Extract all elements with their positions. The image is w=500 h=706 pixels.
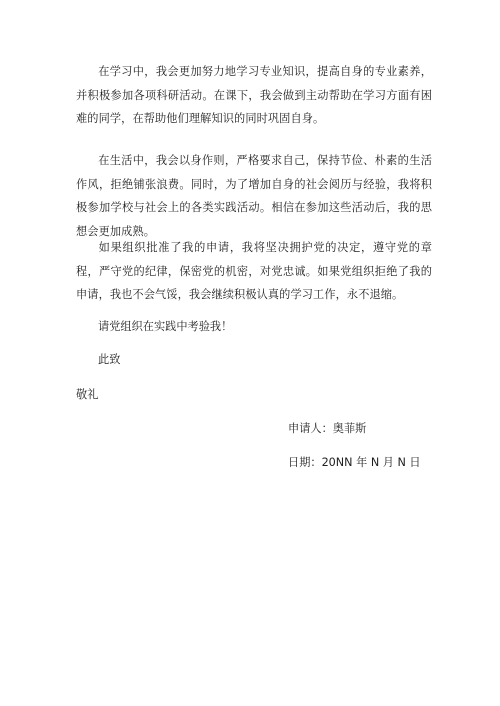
paragraph-commitment bbox=[76, 236, 432, 307]
salutation-line: 敬礼 bbox=[76, 388, 99, 401]
paragraph-life bbox=[76, 149, 432, 243]
paragraph-study bbox=[76, 60, 432, 131]
closing-line: 此致 bbox=[98, 353, 121, 366]
date-line: 日期：20NN 年 N 月 N 日 bbox=[288, 456, 421, 469]
paragraph-life-text: 在生活中，我会以身作则，严格要求自己，保持节俭、朴素的生活作风，拒绝铺张浪费。同时，为了增加自身的社会阅历与经验，我将积极参加学校与社会上的各类实践活动。相信在参加这些活动后，我的思想会更加成熟。 bbox=[76, 154, 432, 238]
request-line: 请党组织在实践中考验我！ bbox=[98, 320, 233, 333]
paragraph-commitment-text: 如果组织批准了我的申请，我将坚决拥护党的决定，遵守党的章程，严守党的纪律，保密党的机密，对党忠诚。如果党组织拒绝了我的申请，我也不会气馁，我会继续积极认真的学习工作，永不退缩。 bbox=[76, 241, 432, 301]
paragraph-study-text: 在学习中，我会更加努力地学习专业知识，提高自身的专业素养，并积极参加各项科研活动。在课下，我会做到主动帮助在学习方面有困难的同学，在帮助他们理解知识的同时巩固自身。 bbox=[76, 65, 432, 125]
applicant-signature: 申请人：奥菲斯 bbox=[288, 422, 367, 435]
